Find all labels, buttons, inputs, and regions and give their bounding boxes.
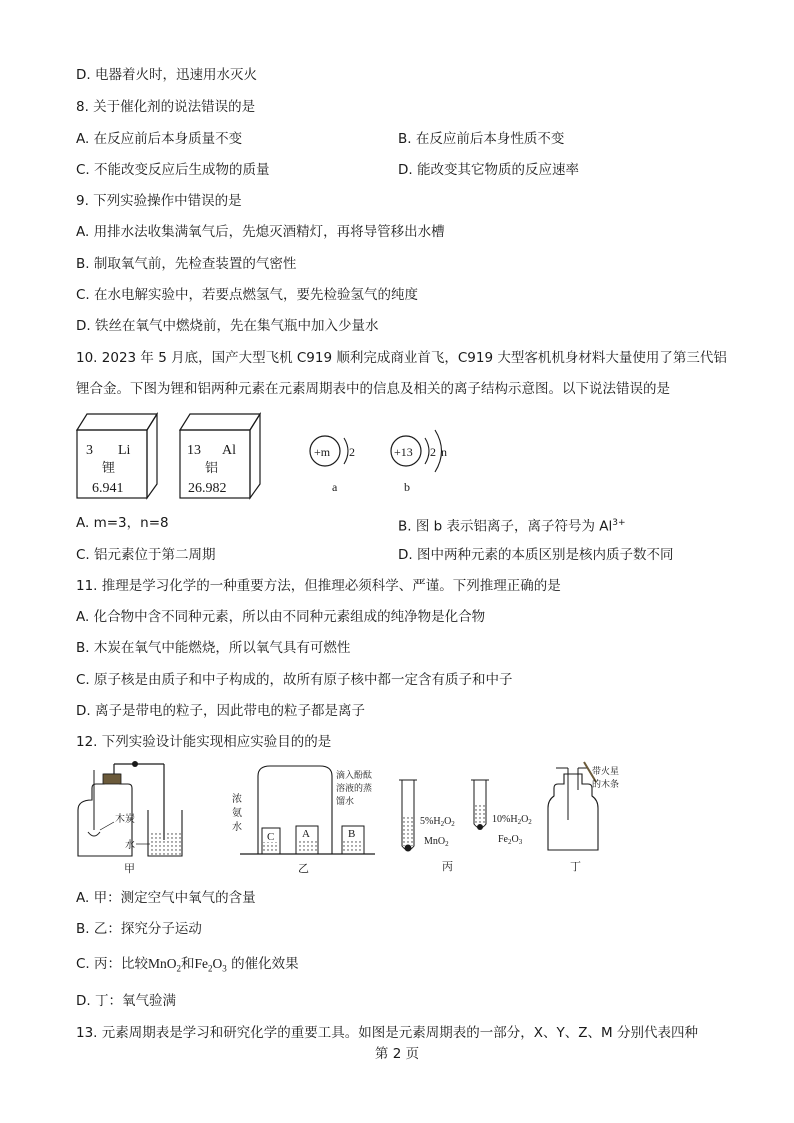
yi-ammonia-1: 浓	[232, 794, 242, 805]
ion-diagram-b	[391, 430, 447, 494]
ion-b-shell1: 2	[430, 445, 436, 459]
ion-b-nucleus: +13	[394, 445, 413, 459]
yi-phenol-3: 馏水	[336, 797, 355, 807]
apparatus-jia	[78, 761, 182, 875]
q9-stem: 9. 下列实验操作中错误的是	[76, 193, 242, 209]
jia-charcoal-label: 木炭	[115, 814, 135, 825]
ion-a-shell1: 2	[349, 445, 355, 459]
jia-water-label: 水	[125, 840, 135, 851]
q10-option-d: D. 图中两种元素的本质区别是核内质子数不同	[398, 547, 674, 563]
al-name: 铝	[205, 461, 219, 476]
li-atomic-mass: 6.941	[92, 481, 124, 496]
bing-fe2o3: $Fe_2O_3$	[498, 834, 523, 846]
jia-label: 甲	[124, 862, 135, 875]
q11-option-c: C. 原子核是由质子和中子构成的，故所有原子核中都一定含有质子和中子	[76, 672, 513, 688]
q12-option-c	[76, 955, 299, 978]
q12-c-mno2: MnO$_2$	[148, 956, 182, 974]
ion-diagram-a	[310, 436, 355, 494]
ion-a-nucleus: +m	[314, 445, 331, 459]
al-atomic-number: 13	[187, 443, 201, 458]
yi-beaker-b: B	[348, 828, 356, 840]
al-symbol: Al	[222, 443, 236, 458]
q9-option-b: B. 制取氧气前，先检查装置的气密性	[76, 256, 297, 272]
q8-option-b: B. 在反应前后本身性质不变	[398, 131, 565, 147]
yi-beaker-a: A	[302, 828, 310, 840]
q8-option-a: A. 在反应前后本身质量不变	[76, 131, 243, 147]
q12-option-a: A. 甲：测定空气中氧气的含量	[76, 890, 256, 906]
q12-c-prefix: C. 丙：比较	[76, 956, 149, 972]
yi-phenol-1: 滴入酚酞	[336, 771, 373, 781]
q8-option-c: C. 不能改变反应后生成物的质量	[76, 162, 270, 178]
q11-option-b: B. 木炭在氧气中能燃烧，所以氧气具有可燃性	[76, 640, 351, 656]
q9-option-a: A. 用排水法收集满氧气后，先熄灭酒精灯，再将导管移出水槽	[76, 224, 445, 240]
bing-t2: $10\%H_2O_2$	[492, 814, 532, 826]
q12-option-d: D. 丁：氧气验满	[76, 993, 176, 1009]
apparatus-bing	[399, 780, 532, 873]
yi-ammonia-2: 氨	[232, 808, 242, 819]
q12-c-suffix: 的催化效果	[226, 956, 299, 972]
yi-phenol-2: 溶液的蒸	[336, 784, 373, 794]
ding-note-1: 带火星	[592, 767, 620, 777]
q11-option-a: A. 化合物中含不同种元素，所以由不同种元素组成的纯净物是化合物	[76, 609, 486, 625]
q12-c-fe2o3: $Fe_2O_3$	[194, 956, 227, 974]
q7-option-d: D. 电器着火时，迅速用水灭火	[76, 67, 257, 83]
q12-stem: 12. 下列实验设计能实现相应实验目的的是	[76, 734, 332, 750]
yi-ammonia-3: 水	[232, 822, 242, 833]
q10-option-c: C. 铝元素位于第二周期	[76, 547, 216, 563]
q10-option-b-charge: 3+	[612, 518, 626, 528]
ding-note-2: 的木条	[592, 780, 620, 790]
q8-stem: 8. 关于催化剂的说法错误的是	[76, 99, 256, 115]
q10-option-b-text: B. 图 b 表示铝离子，离子符号为 Al	[398, 518, 613, 535]
q10-stem-line1: 10. 2023 年 5 月底，国产大型飞机 C919 顺利完成商业首飞，C919 大型客机机身材料大量使用了第三代铝	[76, 350, 727, 366]
apparatus-ding	[548, 762, 619, 873]
q12-option-b: B. 乙：探究分子运动	[76, 921, 202, 937]
ion-a-label: a	[332, 480, 338, 494]
yi-label: 乙	[298, 862, 309, 875]
q13-stem: 13. 元素周期表是学习和研究化学的重要工具。如图是元素周期表的一部分，X、Y、Z、M 分别代表四种	[76, 1025, 698, 1041]
q10-figure	[70, 408, 470, 508]
q10-option-b	[398, 514, 626, 536]
bing-t1: $5\%H_2O_2$	[420, 816, 455, 828]
yi-beaker-c: C	[267, 831, 275, 843]
q8-option-d: D. 能改变其它物质的反应速率	[398, 162, 579, 178]
q10-stem-line2: 锂合金。下图为锂和铝两种元素在元素周期表中的信息及相关的离子结构示意图。以下说法错误的是	[76, 381, 670, 397]
apparatus-yi	[232, 766, 375, 875]
lithium-element-cube	[77, 414, 157, 498]
q11-option-d: D. 离子是带电的粒子，因此带电的粒子都是离子	[76, 703, 365, 719]
aluminum-element-cube	[180, 414, 260, 498]
q9-option-d: D. 铁丝在氧气中燃烧前，先在集气瓶中加入少量水	[76, 318, 379, 334]
q12-c-and: 和	[181, 956, 195, 972]
bing-mno2: MnO$_2$	[424, 836, 449, 848]
q9-option-c: C. 在水电解实验中，若要点燃氢气，要先检验氢气的纯度	[76, 287, 419, 303]
ion-b-label: b	[404, 480, 410, 494]
q11-stem: 11. 推理是学习化学的一种重要方法，但推理必须科学、严谨。下列推理正确的是	[76, 578, 561, 594]
bing-label: 丙	[442, 860, 453, 873]
ding-label: 丁	[570, 860, 581, 873]
li-symbol: Li	[118, 443, 131, 458]
q10-option-a: A. m=3，n=8	[76, 515, 169, 531]
al-atomic-mass: 26.982	[188, 481, 227, 496]
page-footer: 第 2 页	[374, 1046, 420, 1062]
ion-b-shell2: n	[441, 445, 447, 459]
li-name: 锂	[102, 461, 116, 476]
li-atomic-number: 3	[86, 443, 93, 458]
q12-figure	[70, 760, 630, 880]
